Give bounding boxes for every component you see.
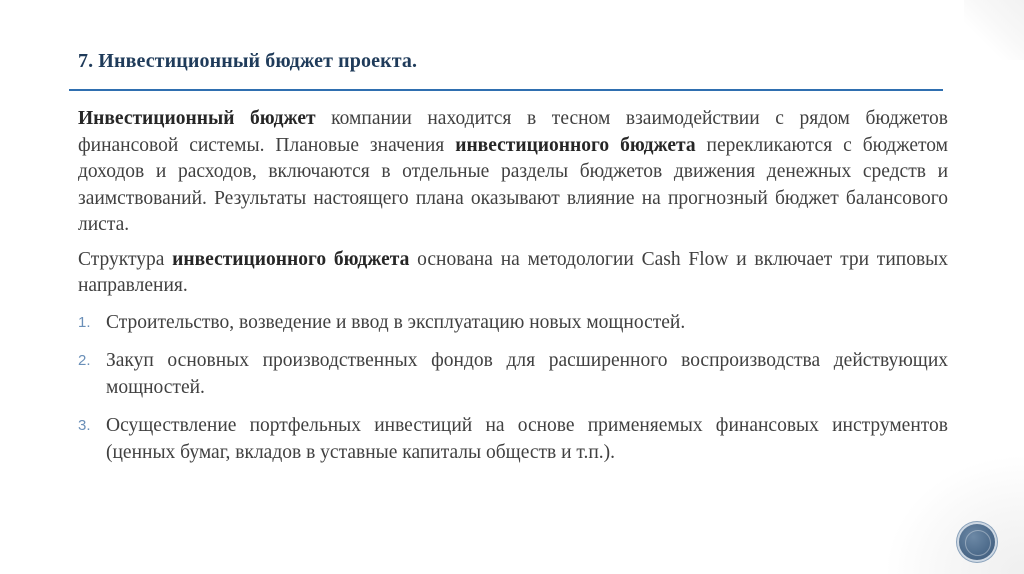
page-number-badge: [959, 524, 995, 560]
list-item-text: Строительство, возведение и ввод в эксплуатацию новых мощностей.: [106, 311, 686, 333]
slide-body: [78, 106, 948, 478]
title-divider: [69, 89, 943, 91]
slide-title: 7. Инвестиционный бюджет проекта.: [78, 50, 418, 72]
list-item-text: Осуществление портфельных инвестиций на основе применяемых финансовых инструментов (ценных бумаг, вкладов в уставные капиталы обществ и т.п.).: [106, 415, 948, 463]
corner-decoration-top-right: [964, 0, 1024, 60]
list-number: 1.: [78, 313, 91, 331]
bold-term: Инвестиционный бюджет: [78, 108, 316, 129]
paragraph-text: Структура: [78, 248, 173, 270]
list-item-text: Закуп основных производственных фондов для расширенного воспроизводства действующих мощностей.: [106, 350, 948, 398]
paragraph-text: перекликаются с бюджетом доходов и расходов, включаются в отдельные разделы бюджетов движения денежных средств и заимствований. Результаты настоящего плана оказывают влияние на прогнозный бюджет балансового листа.: [78, 134, 948, 235]
list-item: [78, 310, 948, 337]
bold-term: инвестиционного бюджета: [455, 134, 696, 156]
list-item: [78, 348, 948, 401]
bold-term: инвестиционного бюджета: [172, 248, 410, 270]
list-item: [78, 413, 948, 466]
paragraph-2: [78, 247, 948, 300]
list-number: 3.: [78, 417, 91, 434]
badge-ring: [965, 530, 991, 556]
directions-list: [78, 310, 948, 467]
paragraph-text: основана на методологии Cash Flow и включает три типовых направления.: [78, 248, 948, 296]
paragraph-1: [78, 106, 948, 239]
paragraph-text: компании находится в тесном взаимодействии с рядом бюджетов финансовой системы. Плановые значения: [78, 108, 948, 156]
list-number: 2.: [78, 352, 91, 369]
